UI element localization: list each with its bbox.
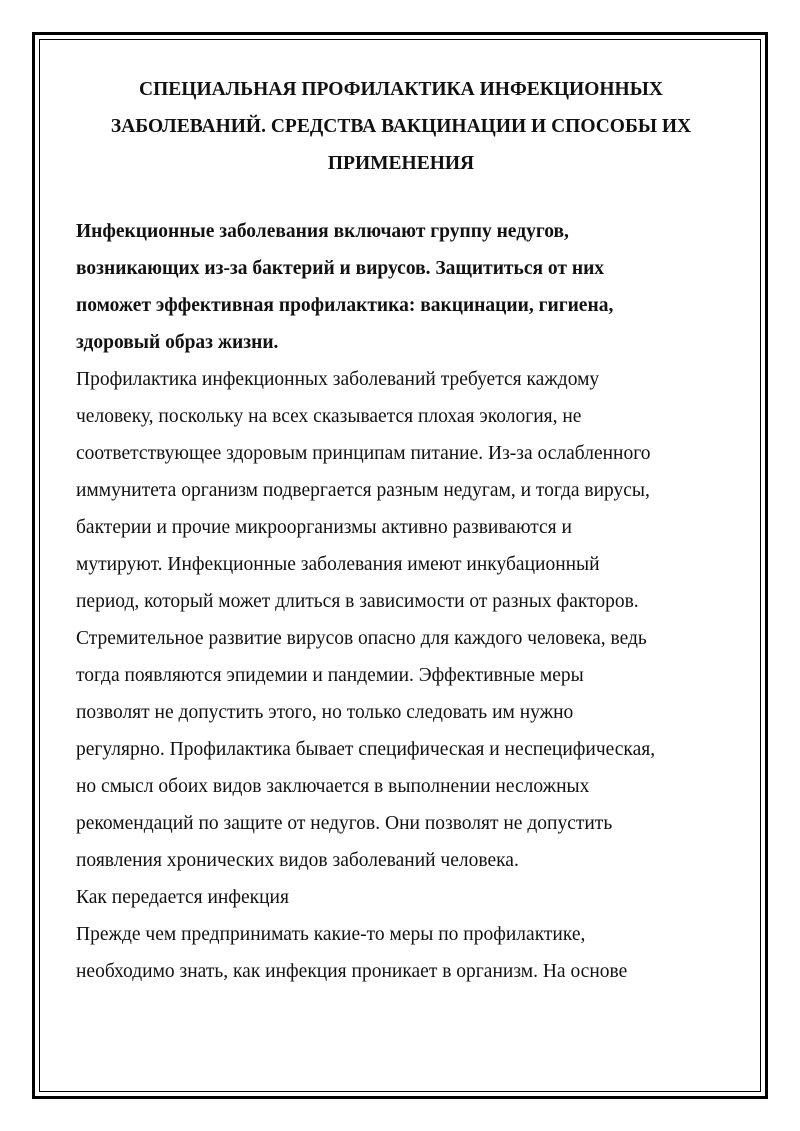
body-line: человеку, поскольку на всех сказывается плохая экология, не [76,406,582,427]
body-line: Стремительное развитие вирусов опасно для каждого человека, ведь [76,628,647,649]
body-paragraph-1 [76,361,726,879]
body-line: соответствующее здоровым принципам питание. Из-за ослабленного [76,443,651,464]
body-line: рекомендаций по защите от недугов. Они позволят не допустить [76,813,613,834]
title-line: СПЕЦИАЛЬНАЯ ПРОФИЛАКТИКА ИНФЕКЦИОННЫХ [139,79,663,100]
title-line: ЗАБОЛЕВАНИЙ. СРЕДСТВА ВАКЦИНАЦИИ И СПОСОБЫ ИХ [110,116,692,137]
body-paragraph-2 [76,916,726,990]
body-line: тогда появляются эпидемии и пандемии. Эффективные меры [76,665,584,686]
body-line: Прежде чем предпринимать какие-то меры по профилактике, [76,924,586,945]
lead-paragraph [76,213,726,361]
body-line: бактерии и прочие микроорганизмы активно развиваются и [76,517,572,538]
lead-line: Инфекционные заболевания включают группу недугов, [76,221,569,242]
body-line: регулярно. Профилактика бывает специфическая и неспецифическая, [76,739,656,760]
lead-line: поможет эффективная профилактика: вакцинации, гигиена, [76,295,614,316]
document-page [76,70,726,990]
document-title [76,70,726,182]
body-line: необходимо знать, как инфекция проникает в организм. На основе [76,961,628,982]
body-line: появления хронических видов заболеваний человека. [76,850,519,871]
body-line: Профилактика инфекционных заболеваний требуется каждому [76,369,600,390]
body-line: но смысл обоих видов заключается в выполнении несложных [76,776,590,797]
title-line: ПРИМЕНЕНИЯ [327,153,475,174]
body-line: мутируют. Инфекционные заболевания имеют инкубационный [76,554,600,575]
body-line: период, который может длиться в зависимости от разных факторов. [76,591,639,612]
body-line: позволят не допустить этого, но только следовать им нужно [76,702,574,723]
subheading-text: Как передается инфекция [76,887,289,908]
lead-line: возникающих из-за бактерий и вирусов. Защититься от них [76,258,605,279]
lead-line: здоровый образ жизни. [76,332,279,353]
body-line: иммунитета организм подвергается разным недугам, и тогда вирусы, [76,480,650,501]
section-subheading [76,879,726,916]
